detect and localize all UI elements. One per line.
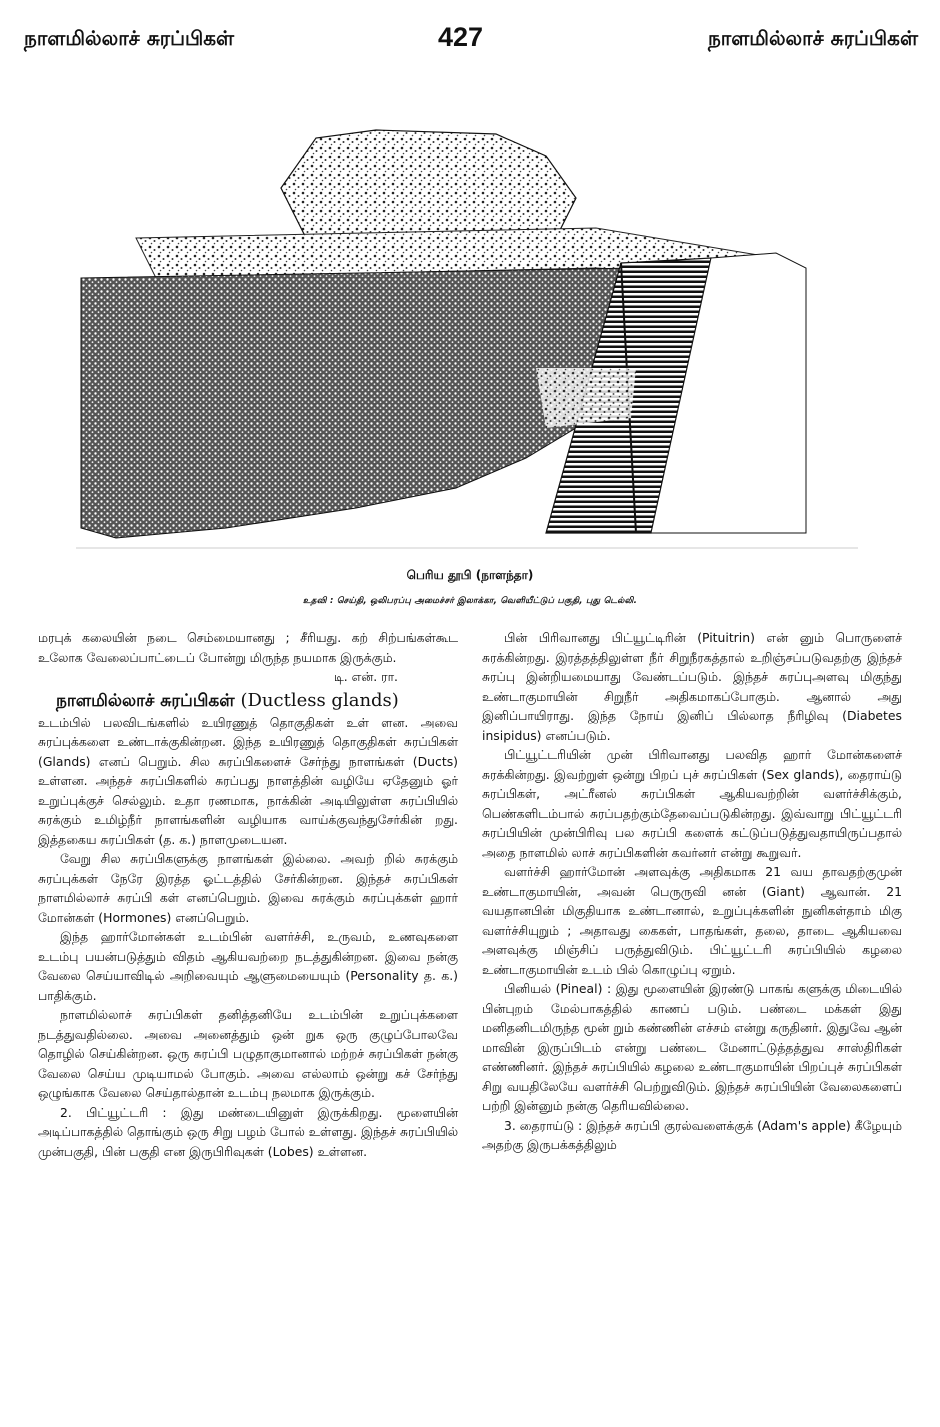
paragraph: உடம்பில் பலவிடங்களில் உயிரணுத் தொகுதிகள் உள் ளன. அவை சுரப்புக்களை உண்டாக்குகின்றன. இந்த உயிரணுத் தொகுதிகள் சுரப்பிகள் (Glands) எனப் பெறும். சில சுரப்பிகளைச் சேர்ந்து நாளங்கள் (Ducts) உள்ளன. அந்தச் சுரப்பிகளில் சுரப்பது நாளத்தின் வழியே ஏதேனும் ஓர் உறுப்புக்குச் செல்லும். உதா ரணமாக, நாக்கின் அடியிலுள்ள சுரப்பியில் சுரக்கும் உமிழ்நீர் நாளங்களின் வழியாக வாய்க்குவந்துசேர்கின் றது. இத்தகைய சுரப்பிகள் (த. க.) நாளமுடையன. bbox=[38, 714, 458, 847]
paragraph: பினியல் (Pineal) : இது மூளையின் இரண்டு பாகங் களுக்கு மிடையில் பின்புறம் மேல்பாகத்தில் காணப் படும். பண்டை மக்கள் இது மனிதனிடமிருந்த மூன் றும் கண்ணின் எச்சம் என்று கருதினர். இதுவே ஆன் மாவின் இருப்பிடம் என்று பண்டை மேனாட்டுத்தத்துவ சாஸ்திரிகள் எண்ணினர். இந்தச் சுரப்பியில் கழலை உண்டாகுமாயின் பிறப்புச் சுரப்பிகள் சிறு வயதிலேயே வளர்ச்சி பெற்றுவிடும். இந்தச் சுரப்பியின் வேலைகளைப் பற்றி இன்னும் நன்கு தெரியவில்லை. bbox=[482, 981, 902, 1113]
paragraph: வளர்ச்சி ஹார்மோன் அளவுக்கு அதிகமாக 21 வய தாவதற்குமுன் உண்டாகுமாயின், அவன் பெருருவி னன் (Giant) ஆவான். 21 வயதானபின் மிகுதியாக உண்டானால், உறுப்புக்களின் நுனிகள்தாம் மிகு வளர்ச்சியுறும் ; அதாவது கைகள், பாதங்கள், தலை, தாடை ஆகியவை அளவுக்கு மிஞ்சிப் பருத்துவிடும். பிட்யூட்டரி சுரப்பியில் கழலை உண்டாகுமாயின் உடம் பில் கொழுப்பு ஏறும். bbox=[482, 864, 902, 977]
entry-heading bbox=[38, 689, 458, 713]
figure-credit: உதவி : செய்தி, ஒலிபரப்பு அமைச்சர் இலாக்கா, வெளியீட்டுப் பகுதி, புது டெல்லி. bbox=[302, 596, 638, 606]
left-column bbox=[38, 628, 458, 1161]
paragraph: நாளமில்லாச் சுரப்பிகள் தனித்தனியே உடம்பின் உறுப்புக்களை நடத்துவதில்லை. அவை அனைத்தும் ஒன் றுக ஒரு குழுப்போலவே தொழில் செய்கின்றன. ஒரு சுரப்பி பழுதாகுமானால் மற்றச் சுரப்பிகள் நன்கு வேலை செய்ய முடியாமல் போகும். அவை எல்லாம் ஒன்று கச் சேர்ந்து ஒழுங்காக வேலை செய்தால்தான் உடம்பு நலமாக இருக்கும். bbox=[38, 1007, 458, 1100]
paragraph: வேறு சில சுரப்பிகளுக்கு நாளங்கள் இல்லை. அவற் றில் சுரக்கும் சுரப்புக்கள் நேரே இரத்த ஓட்டத்தில் சேர்கின்றன. இந்தச் சுரப்பிகள் நாளமில்லாச் சுரப்பி கள் எனப்பெறும். இவை சுரக்கும் சுரப்புக்கள் ஹார் மோன்கள் (Hormones) எனப்பெறும். bbox=[38, 851, 458, 925]
right-column bbox=[482, 628, 902, 1155]
previous-entry-ending: மரபுக் கலையின் நடை செம்மையானது ; சீரியது. கற் சிற்பங்கள்கூட உலோக வேலைப்பாட்டைப் போன்று மிருந்த நயமாக இருக்கும். bbox=[38, 630, 458, 665]
header-right-title: நாளமில்லாச் சுரப்பிகள் bbox=[707, 26, 918, 50]
entry-heading-english: (Ductless glands) bbox=[240, 689, 399, 711]
paragraph: 2. பிட்யூட்டரி : இது மண்டையினுள் இருக்கிறது. மூளையின் அடிப்பாகத்தில் தொங்கும் ஒரு சிறு பழம் போல் உள்ளது. இந்தச் சுரப்பியில் முன்பகுதி, பின் பகுதி என இருபிரிவுகள் (Lobes) உள்ளன. bbox=[38, 1104, 458, 1159]
previous-entry-signature: டி. என். ரா. bbox=[333, 669, 398, 684]
paragraph: 3. தைராய்டு : இந்தச் சுரப்பி குரல்வளைக்குக் (Adam's apple) கீழேயும் அதற்கு இருபக்கத்திலும் bbox=[482, 1117, 902, 1152]
header-left-title: நாளமில்லாச் சுரப்பிகள் bbox=[24, 26, 235, 50]
running-header bbox=[0, 22, 940, 66]
paragraph: பிட்யூட்டரியின் முன் பிரிவானது பலவித ஹார் மோன்களைச் சுரக்கின்றது. இவற்றுள் ஒன்று பிறப் புச் சுரப்பிகள் (Sex glands), தைராய்டு சுரப்பிகள், அட்ரீனல் சுரப்பிகள் ஆகியவற்றின் வளர்ச்சிக்கும், பெண்களிடம்பால் சுரப்பதற்கும்தேவைப்படுகின்றது. இவ்வாறு பிட்யூட்டரி சுரப்பியின் முன்பிரிவு பல சுரப்பி களைக் கட்டுப்படுத்துவதாயிருப்பதால் அதை நாளமில் லாச் சுரப்பிகளின் கவர்னர் என்று கூறுவர். bbox=[482, 747, 902, 860]
stupa-illustration bbox=[76, 128, 858, 558]
paragraph: பின் பிரிவானது பிட்யூட்டிரின் (Pituitrin) என் னும் பொருளைச் சுரக்கின்றது. இரத்தத்திலுள்ள நீர் சிறுநீரகத்தால் உறிஞ்சப்படுவதற்கு இந்தச் சுரப்பு இன்றியமையாது வேண்டப்படும். இந்தச் சுரப்புஅளவு மிகுந்து உண்டாகுமாயின் சிறுநீர் அதிகமாகப்போகும். ஆனால் அது இனிப்பாயிராது. இந்த நோய் இனிப் பில்லாத நீரிழிவு (Diabetes insipidus) எனப்படும். bbox=[482, 630, 902, 743]
paragraph: இந்த ஹார்மோன்கள் உடம்பின் வளர்ச்சி, உருவம், உணவுகளை உடம்பு பயன்படுத்தும் விதம் ஆகியவற்றை நடத்துகின்றன. இவை நன்கு வேலை செய்யாவிடில் அறிவையும் ஆளுமையையும் (Personality த. க.) பாதிக்கும். bbox=[38, 929, 458, 1003]
page-number: 427 bbox=[438, 22, 484, 52]
entry-heading-tamil: நாளமில்லாச் சுரப்பிகள் bbox=[56, 690, 235, 711]
figure-caption: பெரிய தூபி (நாளந்தா) bbox=[406, 568, 534, 582]
